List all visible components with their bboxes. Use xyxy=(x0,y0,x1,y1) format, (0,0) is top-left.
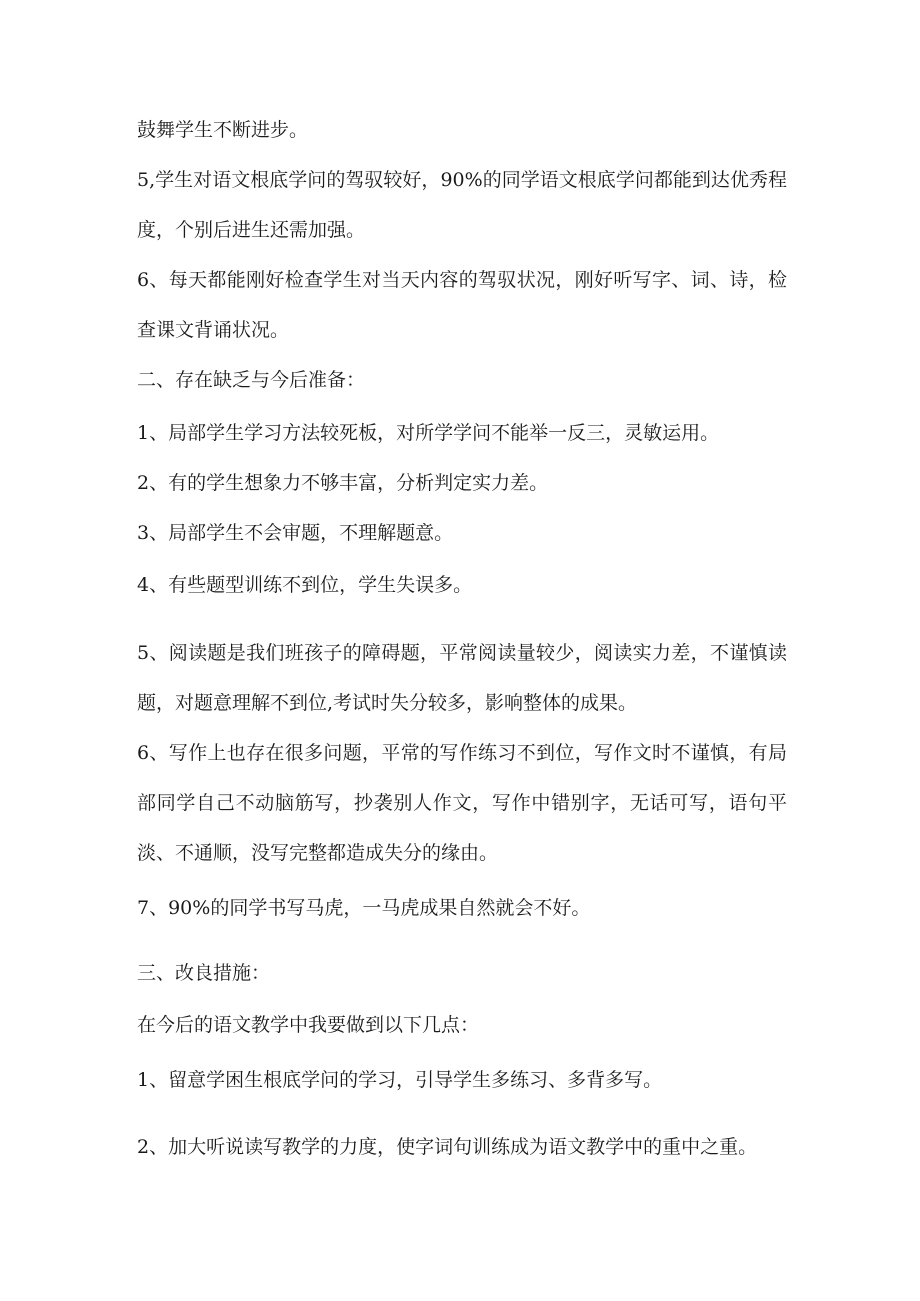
paragraph-shortcoming-7: 7、90%的同学书写马虎，一马虎成果自然就会不好。 xyxy=(137,897,591,919)
paragraph-shortcoming-3: 3、局部学生不会审题，不理解题意。 xyxy=(137,522,454,544)
section-heading-shortcomings: 二、存在缺乏与今后准备： xyxy=(137,369,366,391)
paragraph-shortcoming-5: 5、阅读题是我们班孩子的障碍题，平常阅读量较少，阅读实力差，不谨慎读题，对题意理解不到位,考试时失分较多，影响整体的成果。 xyxy=(137,642,787,714)
paragraph-improvement-1: 1、留意学困生根底学问的学习，引导学生多练习、多背多写。 xyxy=(137,1069,663,1091)
section-heading-improvement: 三、改良措施： xyxy=(137,962,271,984)
paragraph-shortcoming-4: 4、有些题型训练不到位，学生失误多。 xyxy=(137,574,473,596)
paragraph-shortcoming-6: 6、写作上也存在很多问题，平常的写作练习不到位，写作文时不谨慎，有局部同学自己不动脑筋写，抄袭别人作文，写作中错别字，无话可写，语句平淡、不通顺，没写完整都造成失分的缘由。 xyxy=(137,742,787,864)
paragraph-encourage-progress: 鼓舞学生不断进步。 xyxy=(137,119,309,141)
paragraph-shortcoming-2: 2、有的学生想象力不够丰富，分析判定实力差。 xyxy=(137,472,549,494)
paragraph-shortcoming-1: 1、局部学生学习方法较死板，对所学学问不能举一反三，灵敏运用。 xyxy=(137,422,720,444)
paragraph-point-5-basics: 5,学生对语文根底学问的驾驭较好，90%的同学语文根底学问都能到达优秀程度，个别后进生还需加强。 xyxy=(137,169,787,241)
paragraph-point-6-daily-check: 6、每天都能刚好检查学生对当天内容的驾驭状况，刚好听写字、词、诗，检查课文背诵状况。 xyxy=(137,269,787,341)
paragraph-improvement-intro: 在今后的语文教学中我要做到以下几点： xyxy=(137,1014,480,1036)
paragraph-improvement-2: 2、加大听说读写教学的力度，使字词句训练成为语文教学中的重中之重。 xyxy=(137,1136,758,1158)
